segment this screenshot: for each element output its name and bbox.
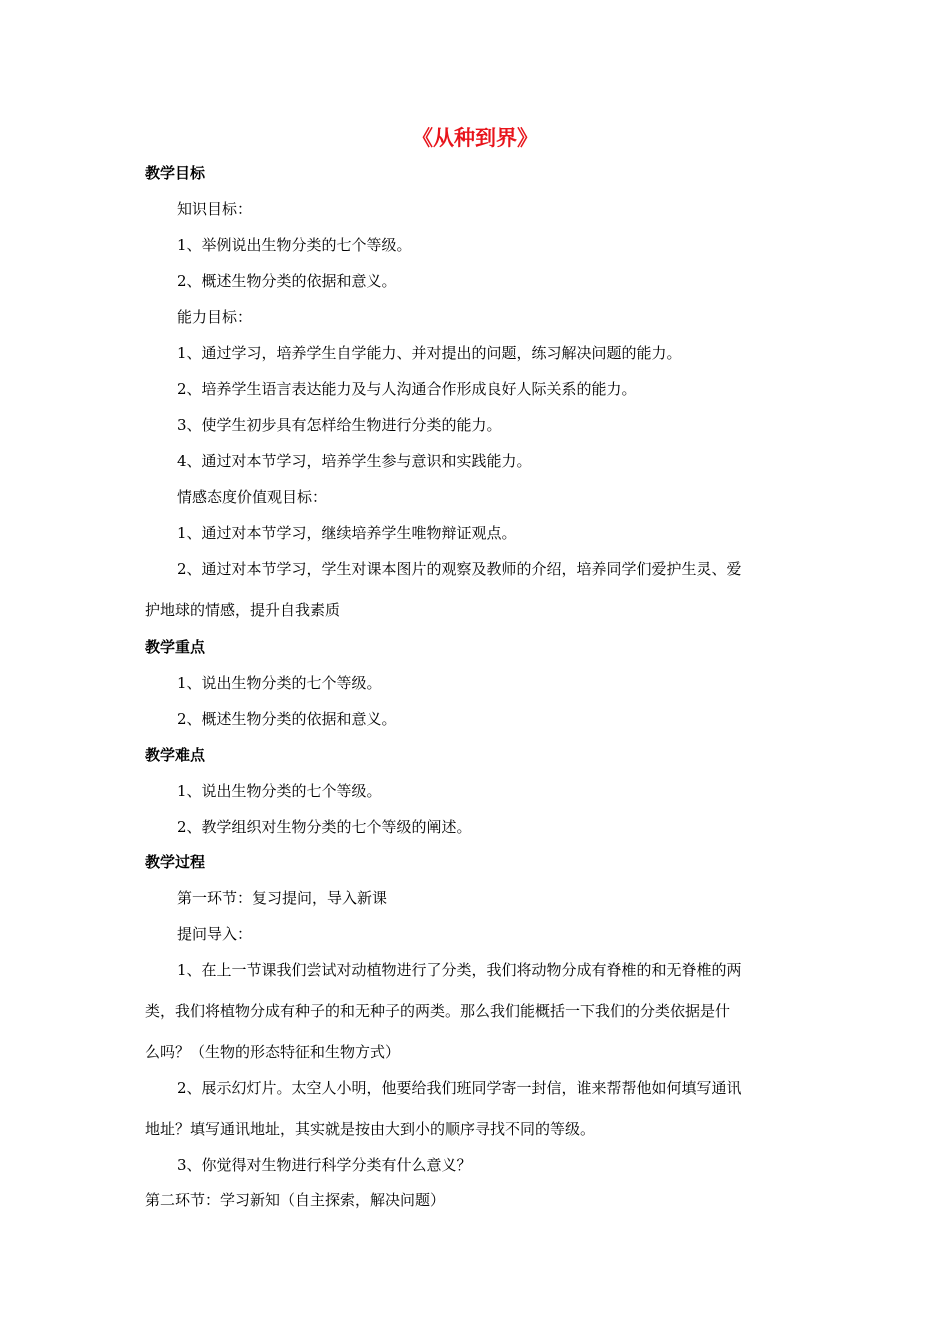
paragraph: 2、概述生物分类的依据和意义。: [177, 272, 397, 290]
paragraph: 1、通过对本节学习，继续培养学生唯物辩证观点。: [177, 524, 517, 542]
paragraph: 1、说出生物分类的七个等级。: [177, 674, 382, 692]
paragraph: 3、使学生初步具有怎样给生物进行分类的能力。: [177, 416, 502, 434]
section-heading-objectives: 教学目标: [145, 164, 206, 182]
subheading-step-two: 第二环节：学习新知（自主探索，解决问题）: [145, 1191, 446, 1209]
section-heading-difficulties: 教学难点: [145, 746, 206, 764]
paragraph: 2、展示幻灯片。太空人小明，他要给我们班同学寄一封信，谁来帮帮他如何填写通讯: [177, 1079, 742, 1097]
paragraph: 4、通过对本节学习，培养学生参与意识和实践能力。: [177, 452, 532, 470]
document-title: 《从种到界》: [412, 126, 538, 150]
paragraph: 3、你觉得对生物进行科学分类有什么意义？: [177, 1156, 472, 1174]
paragraph: 1、说出生物分类的七个等级。: [177, 782, 382, 800]
section-heading-process: 教学过程: [145, 853, 206, 871]
paragraph: 2、通过对本节学习，学生对课本图片的观察及教师的介绍，培养同学们爱护生灵、爱: [177, 560, 742, 578]
subheading-knowledge: 知识目标：: [177, 200, 253, 218]
subheading-question-intro: 提问导入：: [177, 925, 253, 943]
paragraph: 2、培养学生语言表达能力及与人沟通合作形成良好人际关系的能力。: [177, 380, 637, 398]
paragraph: 2、教学组织对生物分类的七个等级的阐述。: [177, 818, 472, 836]
subheading-step-one: 第一环节：复习提问，导入新课: [177, 889, 388, 907]
paragraph-continuation: 么吗？（生物的形态特征和生物方式）: [145, 1043, 401, 1061]
paragraph-continuation: 护地球的情感，提升自我素质: [145, 601, 341, 619]
paragraph-continuation: 类，我们将植物分成有种子的和无种子的两类。那么我们能概括一下我们的分类依据是什: [145, 1002, 731, 1020]
paragraph: 1、在上一节课我们尝试对动植物进行了分类，我们将动物分成有脊椎的和无脊椎的两: [177, 961, 742, 979]
paragraph: 1、举例说出生物分类的七个等级。: [177, 236, 412, 254]
paragraph-continuation: 地址？填写通讯地址，其实就是按由大到小的顺序寻找不同的等级。: [145, 1120, 596, 1138]
paragraph: 2、概述生物分类的依据和意义。: [177, 710, 397, 728]
section-heading-key-points: 教学重点: [145, 638, 206, 656]
paragraph: 1、通过学习，培养学生自学能力、并对提出的问题，练习解决问题的能力。: [177, 344, 682, 362]
subheading-attitude: 情感态度价值观目标：: [177, 488, 328, 506]
subheading-ability: 能力目标：: [177, 308, 253, 326]
